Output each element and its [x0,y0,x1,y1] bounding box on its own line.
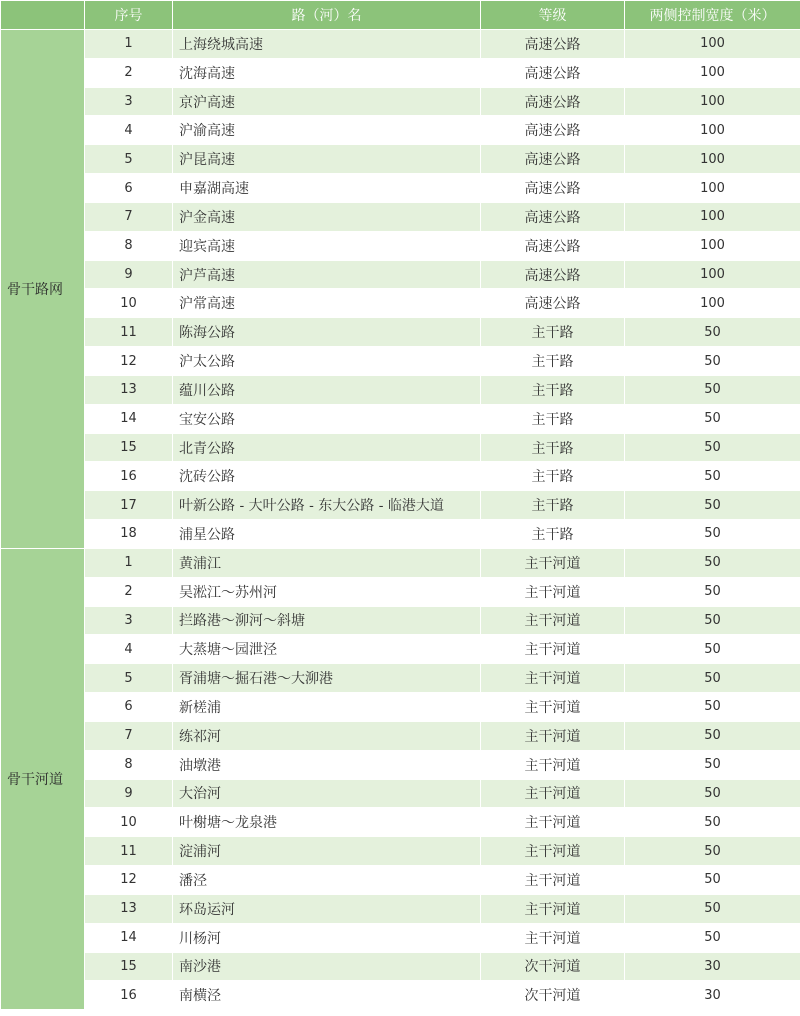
row-number: 16 [85,981,173,1010]
table-header-row [1,1,800,30]
table-row [1,202,800,231]
row-width: 100 [625,202,800,231]
row-name: 南沙港 [173,952,481,981]
row-grade: 主干河道 [481,635,625,664]
row-name: 北青公路 [173,433,481,462]
row-width: 50 [625,693,800,722]
table-row [1,693,800,722]
table-row [1,866,800,895]
row-grade: 高速公路 [481,202,625,231]
row-name: 迎宾高速 [173,231,481,260]
table-row [1,462,800,491]
row-number: 2 [85,577,173,606]
row-grade: 主干河道 [481,866,625,895]
row-width: 50 [625,433,800,462]
row-name: 京沪高速 [173,87,481,116]
row-name: 南横泾 [173,981,481,1010]
row-name: 沪渝高速 [173,116,481,145]
table-row [1,750,800,779]
row-name: 淀浦河 [173,837,481,866]
table-row [1,606,800,635]
row-grade: 高速公路 [481,260,625,289]
row-width: 100 [625,116,800,145]
table-row [1,145,800,174]
row-number: 6 [85,693,173,722]
row-grade: 主干河道 [481,923,625,952]
row-grade: 主干河道 [481,606,625,635]
row-grade: 主干河道 [481,548,625,577]
table-row [1,231,800,260]
table-row [1,30,800,59]
row-number: 11 [85,837,173,866]
row-grade: 主干河道 [481,721,625,750]
row-name: 沪芦高速 [173,260,481,289]
row-name: 新槎浦 [173,693,481,722]
row-name: 沪太公路 [173,347,481,376]
row-width: 50 [625,462,800,491]
row-width: 50 [625,404,800,433]
table-row [1,808,800,837]
row-width: 50 [625,577,800,606]
row-width: 50 [625,491,800,520]
row-name: 叶新公路 - 大叶公路 - 东大公路 - 临港大道 [173,491,481,520]
row-grade: 主干河道 [481,837,625,866]
row-width: 50 [625,808,800,837]
row-width: 100 [625,145,800,174]
row-name: 油墩港 [173,750,481,779]
table-row [1,548,800,577]
row-number: 7 [85,721,173,750]
row-width: 50 [625,318,800,347]
row-grade: 主干路 [481,318,625,347]
row-number: 12 [85,347,173,376]
table-row [1,58,800,87]
row-number: 12 [85,866,173,895]
row-grade: 次干河道 [481,952,625,981]
table-row [1,404,800,433]
row-grade: 主干河道 [481,750,625,779]
row-grade: 主干路 [481,520,625,549]
table-row [1,433,800,462]
header-width: 两侧控制宽度（米） [625,1,800,30]
table-row [1,635,800,664]
row-grade: 主干河道 [481,664,625,693]
row-number: 3 [85,87,173,116]
row-width: 30 [625,981,800,1010]
table-row [1,837,800,866]
row-grade: 主干路 [481,404,625,433]
row-number: 5 [85,664,173,693]
row-number: 7 [85,202,173,231]
row-number: 11 [85,318,173,347]
table-row [1,260,800,289]
row-name: 沈砖公路 [173,462,481,491]
row-name: 大蒸塘～园泄泾 [173,635,481,664]
row-grade: 主干河道 [481,693,625,722]
row-width: 50 [625,923,800,952]
row-number: 1 [85,30,173,59]
table-row [1,923,800,952]
row-grade: 高速公路 [481,116,625,145]
row-number: 13 [85,894,173,923]
row-width: 50 [625,750,800,779]
row-number: 6 [85,174,173,203]
row-width: 100 [625,260,800,289]
row-grade: 主干河道 [481,779,625,808]
row-width: 50 [625,548,800,577]
row-name: 沪昆高速 [173,145,481,174]
table-row [1,289,800,318]
row-name: 陈海公路 [173,318,481,347]
header-group [1,1,85,30]
row-name: 潘泾 [173,866,481,895]
row-name: 叶榭塘～龙泉港 [173,808,481,837]
row-number: 15 [85,952,173,981]
table-row [1,318,800,347]
header-grade: 等级 [481,1,625,30]
row-width: 50 [625,347,800,376]
row-grade: 高速公路 [481,87,625,116]
table-row [1,375,800,404]
table-row [1,664,800,693]
row-grade: 主干河道 [481,894,625,923]
table-row [1,981,800,1010]
row-grade: 主干路 [481,433,625,462]
row-width: 50 [625,375,800,404]
row-width: 100 [625,30,800,59]
row-name: 川杨河 [173,923,481,952]
table-row [1,952,800,981]
table-row [1,116,800,145]
row-width: 100 [625,231,800,260]
row-name: 胥浦塘～掘石港～大泖港 [173,664,481,693]
row-width: 50 [625,894,800,923]
row-width: 50 [625,606,800,635]
row-name: 练祁河 [173,721,481,750]
row-number: 9 [85,779,173,808]
row-name: 大治河 [173,779,481,808]
row-name: 沈海高速 [173,58,481,87]
row-grade: 高速公路 [481,145,625,174]
row-number: 14 [85,923,173,952]
row-number: 10 [85,289,173,318]
row-grade: 高速公路 [481,30,625,59]
row-number: 3 [85,606,173,635]
row-number: 16 [85,462,173,491]
header-number: 序号 [85,1,173,30]
row-number: 18 [85,520,173,549]
table-row [1,87,800,116]
section-label: 骨干路网 [1,30,85,549]
table-row [1,347,800,376]
table-row [1,174,800,203]
row-number: 14 [85,404,173,433]
row-width: 50 [625,837,800,866]
row-number: 1 [85,548,173,577]
row-grade: 主干路 [481,347,625,376]
row-name: 宝安公路 [173,404,481,433]
table-row [1,491,800,520]
table-row [1,520,800,549]
row-width: 50 [625,779,800,808]
row-number: 2 [85,58,173,87]
row-name: 黄浦江 [173,548,481,577]
row-grade: 主干河道 [481,577,625,606]
row-width: 100 [625,58,800,87]
row-grade: 高速公路 [481,289,625,318]
row-number: 15 [85,433,173,462]
row-grade: 高速公路 [481,174,625,203]
row-number: 4 [85,635,173,664]
row-number: 5 [85,145,173,174]
row-name: 沪常高速 [173,289,481,318]
row-width: 50 [625,866,800,895]
row-width: 100 [625,289,800,318]
row-name: 上海绕城高速 [173,30,481,59]
row-name: 环岛运河 [173,894,481,923]
row-grade: 高速公路 [481,231,625,260]
table-row [1,779,800,808]
row-grade: 主干路 [481,491,625,520]
row-width: 50 [625,635,800,664]
row-width: 30 [625,952,800,981]
table-row [1,894,800,923]
row-grade: 次干河道 [481,981,625,1010]
row-number: 8 [85,750,173,779]
row-number: 8 [85,231,173,260]
table-row [1,721,800,750]
row-number: 13 [85,375,173,404]
row-name: 吴淞江～苏州河 [173,577,481,606]
row-name: 沪金高速 [173,202,481,231]
row-number: 10 [85,808,173,837]
table-row [1,577,800,606]
row-name: 浦星公路 [173,520,481,549]
row-width: 50 [625,520,800,549]
header-name: 路（河）名 [173,1,481,30]
row-width: 100 [625,174,800,203]
row-number: 4 [85,116,173,145]
row-number: 17 [85,491,173,520]
row-width: 100 [625,87,800,116]
row-grade: 主干路 [481,462,625,491]
row-grade: 主干路 [481,375,625,404]
row-name: 蕴川公路 [173,375,481,404]
row-width: 50 [625,721,800,750]
row-grade: 高速公路 [481,58,625,87]
section-label: 骨干河道 [1,548,85,1009]
row-number: 9 [85,260,173,289]
row-name: 申嘉湖高速 [173,174,481,203]
row-name: 拦路港～泖河～斜塘 [173,606,481,635]
row-width: 50 [625,664,800,693]
row-grade: 主干河道 [481,808,625,837]
table-body [1,30,800,1010]
